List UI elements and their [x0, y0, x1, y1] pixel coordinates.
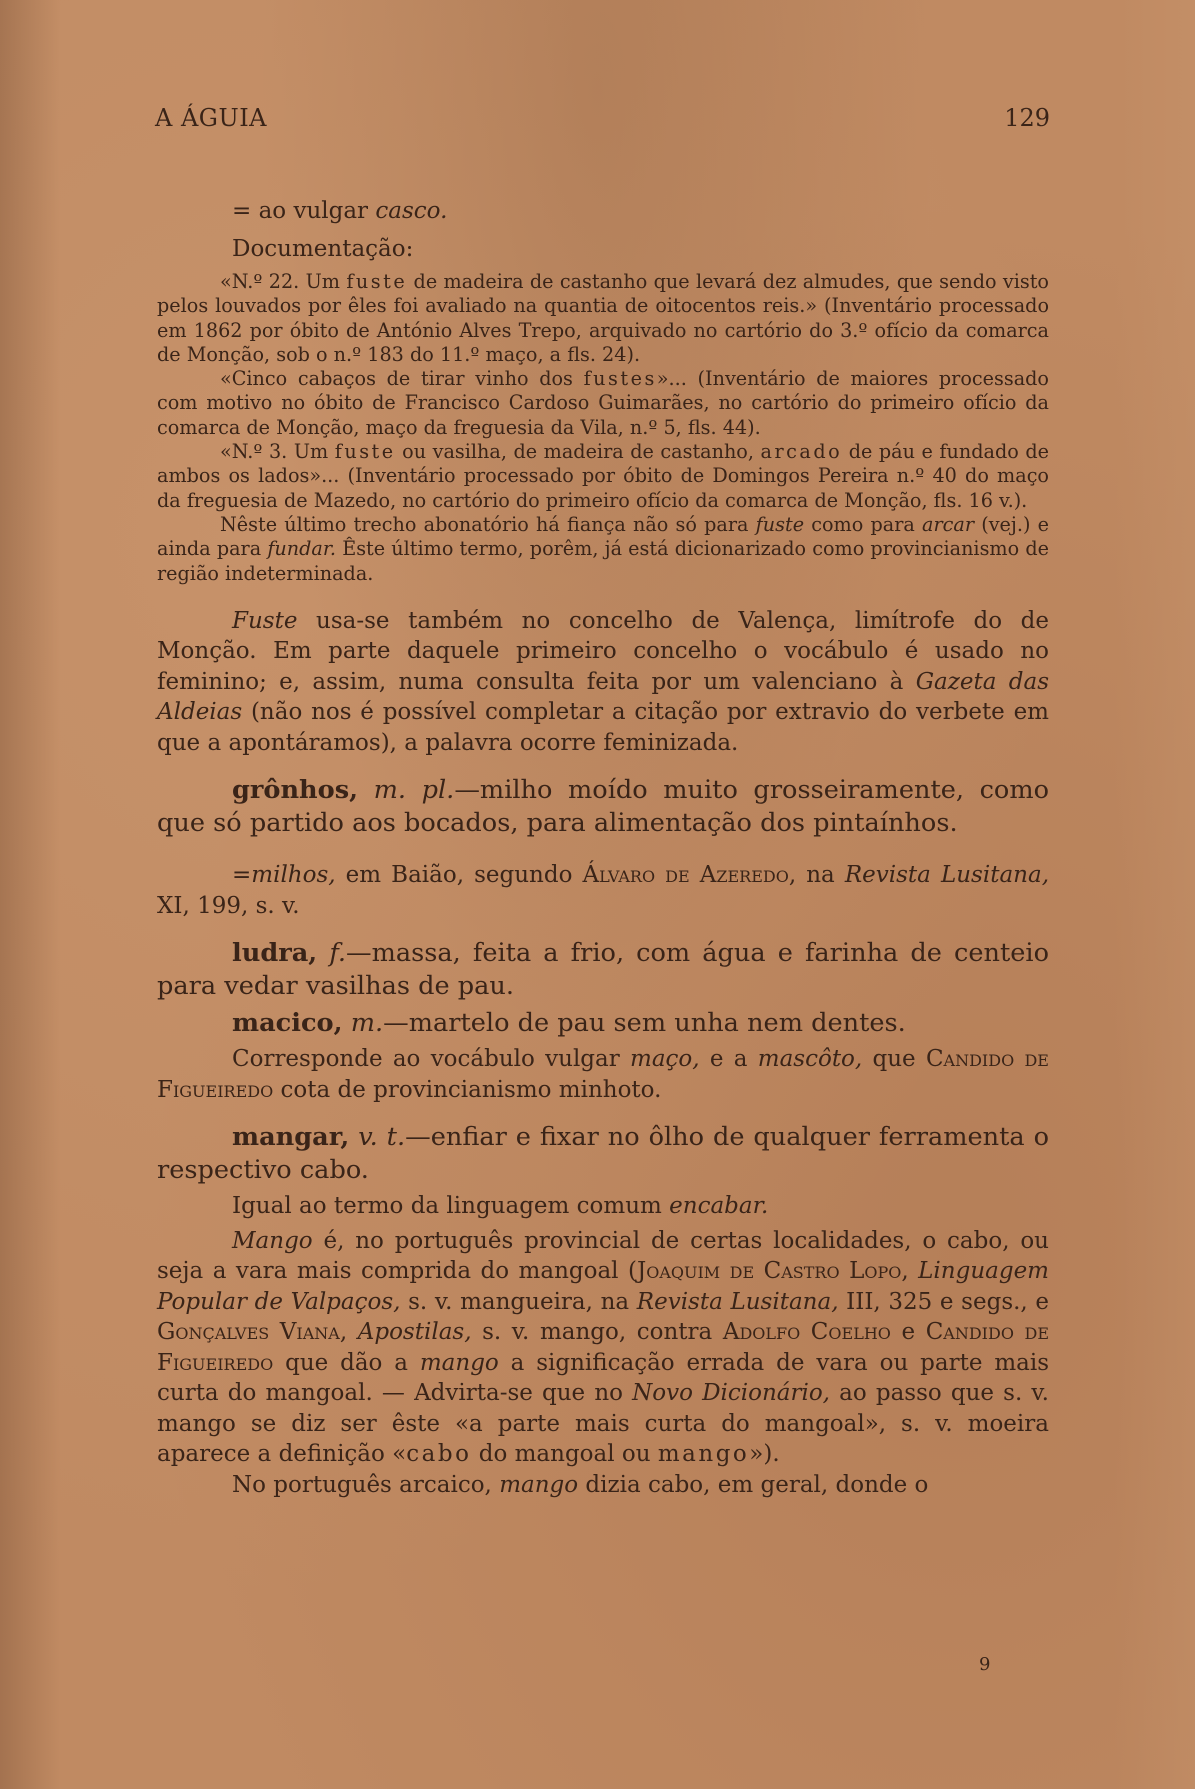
equivalence-note: = ao vulgar casco.	[232, 198, 448, 224]
dictionary-entry-gronhos: grônhos, m. pl.—milho moído muito grosseiramente, como que só partido aos bocados, para alimentação dos pintaínhos.	[157, 775, 1050, 839]
italic-term: fuste	[755, 512, 805, 536]
author-name: Joaquim de Castro Lopo	[636, 1258, 902, 1285]
dictionary-entry-macico: macico, m.—martelo de pau sem unha nem dentes.	[232, 1008, 906, 1039]
italic-term: Fuste	[232, 607, 298, 634]
emphasized-term: fuste	[346, 270, 408, 293]
author-name: Candido de Figueiredo	[157, 1319, 1050, 1376]
italic-term: Gazeta das Aldeias	[157, 668, 1049, 726]
emphasized-term: mango	[657, 1441, 750, 1468]
emphasized-term: fustes	[583, 367, 657, 391]
italic-term: m. pl.	[373, 775, 455, 806]
body-paragraph: No português arcaico, mango dizia cabo, em geral, donde o	[232, 1471, 929, 1498]
citation-paragraph: «N.º 3. Um fuste ou vasilha, de madeira de castanho, arcado de páu e fundado de ambos os lados»... (Inventário processado por óbito de Domingos Pereira n.º 40 do maço da freguesia de Mazedo, no cartório do primeiro ofício da comarca de Monção, fls. 16 v.).	[157, 440, 1049, 512]
running-header	[155, 104, 1050, 144]
headword: macico,	[232, 1008, 343, 1039]
author-name: Álvaro de Azeredo	[582, 862, 789, 889]
emphasized-term: fuste	[334, 440, 396, 464]
body-paragraph: Fuste usa-se também no concelho de Valença, limítrofe do de Monção. Em parte daquele primeiro concelho o vocábulo é usado no feminino; e, assim, numa consulta feita por um valenciano à Gazeta das Aldeias (não nos é possível completar a citação por extravio do verbete em que a apontáramos), a palavra ocorre feminizada.	[157, 607, 1049, 756]
commentary-paragraph: Nêste último trecho abonatório há fiança não só para fuste como para arcar (vej.) e ainda para fundar. Êste último termo, porêm, já está dicionarizado como provincianismo de região indeterminada.	[157, 512, 1049, 585]
italic-term: v. t.	[358, 1122, 406, 1153]
entry-note: Corresponde ao vocábulo vulgar maço, e a mascôto, que Candido de Figueiredo cota de provincianismo minhoto.	[157, 1046, 1049, 1103]
italic-term: maço,	[630, 1046, 700, 1073]
italic-term: milhos,	[251, 862, 336, 889]
dictionary-entry-mangar: mangar, v. t.—enfiar e fixar no ôlho de qualquer ferramenta o respectivo cabo.	[157, 1122, 1049, 1186]
italic-term: encabar.	[669, 1193, 769, 1220]
italic-term: Linguagem Popular de Valpaços,	[157, 1258, 1049, 1315]
article-body	[157, 196, 1049, 1500]
headword: grônhos,	[232, 775, 359, 806]
author-name: Adolfo Coelho	[722, 1319, 891, 1346]
italic-term: fundar.	[267, 537, 337, 561]
italic-term: mango	[499, 1471, 579, 1498]
documentation-heading: Documentação:	[232, 235, 414, 262]
citation-paragraph: «N.º 22. Um fuste de madeira de castanho que levará dez almudes, que sendo visto pelos louvados por êles foi avaliado na quantia de oitocentos reis.» (Inventário processado em 1862 por óbito de António Alves Trepo, arquivado no cartório do 3.º ofício da comarca de Monção, sob o n.º 183 do 11.º maço, a fls. 24).	[157, 270, 1049, 366]
italic-term: m.	[350, 1008, 384, 1039]
page-edge-highlight	[1115, 0, 1195, 1789]
entry-note: =milhos, em Baião, segundo Álvaro de Azeredo, na Revista Lusitana, XI, 199, s. v.	[157, 862, 1050, 919]
emphasized-term: arcado	[760, 440, 843, 464]
entry-note: Igual ao termo da linguagem comum encabar.	[232, 1193, 769, 1220]
italic-term: Revista Lusitana,	[844, 862, 1050, 889]
headword: mangar,	[232, 1122, 350, 1153]
italic-term: Revista Lusitana,	[636, 1288, 839, 1315]
italic-term: Mango	[232, 1227, 313, 1254]
signature-mark: 9	[979, 1654, 991, 1675]
italic-term: mascôto,	[757, 1046, 863, 1073]
emphasized-term: cabo	[406, 1441, 472, 1468]
citation-paragraph: «Cinco cabaços de tirar vinho dos fustes»... (Inventário de maiores processado com motivo no óbito de Francisco Cardoso Guimarães, no cartório do primeiro ofício da comarca de Monção, maço da freguesia da Vila, n.º 5, fls. 44).	[157, 367, 1049, 439]
headword: ludra,	[232, 938, 318, 969]
italic-term: casco.	[375, 198, 448, 224]
italic-term: Apostilas,	[357, 1319, 472, 1346]
italic-term: arcar	[922, 512, 975, 536]
italic-term: Novo Dicionário,	[632, 1380, 830, 1407]
dictionary-entry-ludra: ludra, f.—massa, feita a frio, com água e farinha de centeio para vedar vasilhas de pau.	[157, 938, 1049, 1002]
italic-term: f.	[329, 938, 347, 969]
italic-term: mango	[419, 1349, 499, 1376]
author-name: Gonçalves Viana	[157, 1319, 340, 1346]
entry-note: Mango é, no português provincial de certas localidades, o cabo, ou seja a vara mais comprida do mangoal (Joaquim de Castro Lopo, Linguagem Popular de Valpaços, s. v. mangueira, na Revista Lusitana, III, 325 e segs., e Gonçalves Viana, Apostilas, s. v. mango, contra Adolfo Coelho e Candido de Figueiredo que dão a mango a significação errada de vara ou parte mais curta do mangoal. — Advirta-se que no Novo Dicionário, ao passo que s. v. mango se diz ser êste «a parte mais curta do mangoal», s. v. moeira aparece a definição «cabo do mangoal ou mango»).	[157, 1227, 1050, 1468]
page-edge-shadow	[0, 0, 60, 1789]
page-number: 129	[1004, 104, 1050, 132]
journal-title: A ÁGUIA	[155, 104, 268, 132]
author-name: Candido de Figueiredo	[157, 1046, 1049, 1103]
